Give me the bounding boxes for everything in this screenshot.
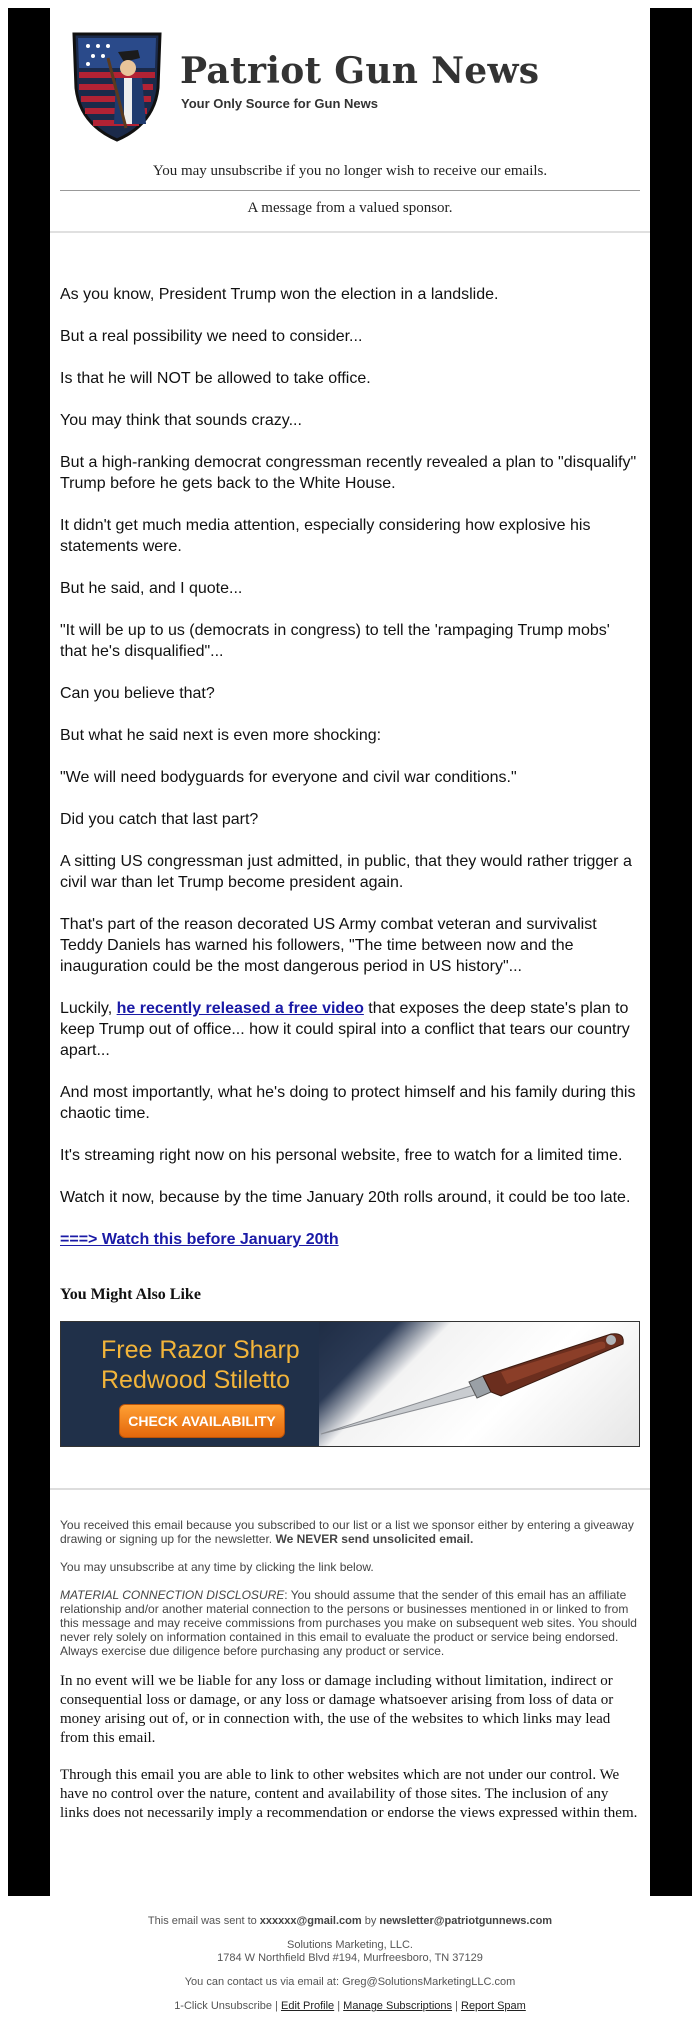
link-separator: | bbox=[452, 2000, 461, 2012]
stiletto-ad-banner[interactable] bbox=[60, 1321, 640, 1447]
link-separator: | bbox=[272, 2000, 281, 2012]
edit-profile-link[interactable]: Edit Profile bbox=[280, 2000, 335, 2012]
text-span: Luckily, bbox=[60, 1000, 117, 1017]
no-unsolicited-notice: We NEVER send unsolicited email. bbox=[275, 1532, 474, 1546]
unsubscribe-notice: You may unsubscribe if you no longer wish to receive our emails. bbox=[152, 163, 548, 179]
body-paragraph: As you know, President Trump won the election in a landslide. bbox=[60, 286, 499, 303]
report-spam-link[interactable]: Report Spam bbox=[461, 2000, 526, 2012]
body-paragraph: Can you believe that? bbox=[60, 685, 215, 702]
body-paragraph: That's part of the reason decorated US Army combat veteran and survivalist Teddy Daniels has warned his followers, "The time between now and the inauguration could be the most dangerous period in US history"... bbox=[60, 916, 597, 975]
body-paragraph: But what he said next is even more shocking: bbox=[60, 727, 382, 744]
body-paragraph: A sitting US congressman just admitted, in public, that they would rather trigger a civil war than let Trump become president again. bbox=[60, 853, 632, 891]
one-click-unsubscribe[interactable]: 1-Click Unsubscribe bbox=[174, 2000, 272, 2012]
company-name: Solutions Marketing, LLC. bbox=[287, 1939, 413, 1951]
cta-paragraph bbox=[60, 1229, 640, 1250]
body-paragraph: It didn't get much media attention, especially considering how explosive his statements were. bbox=[60, 517, 591, 555]
disclosure-label: MATERIAL CONNECTION DISCLOSURE bbox=[60, 1588, 285, 1602]
body-paragraph-luckily bbox=[60, 998, 640, 1061]
body-paragraph: "We will need bodyguards for everyone and civil war conditions." bbox=[60, 769, 517, 786]
body-paragraph: And most importantly, what he's doing to protect himself and his family during this chaotic time. bbox=[60, 1084, 636, 1122]
free-video-link[interactable]: he recently released a free video bbox=[116, 1000, 364, 1017]
divider bbox=[50, 1488, 650, 1490]
patriot-shield-logo-icon bbox=[68, 28, 166, 144]
body-paragraph: But he said, and I quote... bbox=[60, 580, 243, 597]
brand-title: Patriot Gun News bbox=[180, 50, 540, 92]
material-disclosure bbox=[60, 1588, 640, 1658]
watch-video-cta-link[interactable]: ===> Watch this before January 20th bbox=[60, 1231, 339, 1248]
divider bbox=[50, 231, 650, 233]
company-address: 1784 W Northfield Blvd #194, Murfreesboro, TN 37129 bbox=[217, 1952, 483, 1964]
sponsor-notice: A message from a valued sponsor. bbox=[247, 200, 453, 216]
email-footer bbox=[0, 1915, 700, 2013]
body-paragraph: You may think that sounds crazy... bbox=[60, 412, 302, 429]
text-span: : You should assume that the sender of this email has an affiliate relationship and/or another material connection to the persons or businesses mentioned in or linked to from this message and may receive commissions from purchases you make on subsequent web sites. You should never rely solely on information contained in this email to evaluate the product or service being endorsed. Always exercise due diligence before purchasing any product or service. bbox=[60, 1588, 637, 1658]
email-content bbox=[50, 8, 650, 1896]
body-paragraph: Is that he will NOT be allowed to take office. bbox=[60, 370, 371, 387]
disclaimer-section bbox=[60, 1518, 640, 1841]
disclaimer-subscription bbox=[60, 1518, 640, 1546]
recipient-email: xxxxxx@gmail.com bbox=[259, 1915, 362, 1927]
body-paragraph: "It will be up to us (democrats in congress) to tell the 'rampaging Trump mobs' that he's disqualified"... bbox=[60, 622, 610, 660]
text-span: by bbox=[361, 1915, 380, 1927]
text-span: that exposes the deep state's plan to keep Trump out of office... how it could spiral into a conflict that tears our country apart... bbox=[60, 1000, 630, 1059]
email-body bbox=[60, 284, 640, 1271]
email-header bbox=[50, 8, 650, 148]
text-span: This email was sent to bbox=[147, 1915, 260, 1927]
ad-headline-line2: Redwood Stiletto bbox=[101, 1366, 291, 1394]
body-paragraph: Watch it now, because by the time January 20th rolls around, it could be too late. bbox=[60, 1189, 631, 1206]
body-paragraph: But a real possibility we need to consider... bbox=[60, 328, 363, 345]
manage-subscriptions-link[interactable]: Manage Subscriptions bbox=[343, 2000, 453, 2012]
divider bbox=[60, 190, 640, 191]
external-links-disclaimer: Through this email you are able to link to other websites which are not under our control. We have no control over the nature, content and availability of those sites. The inclusion of any links does not necessarily imply a recommendation or endorse the views expressed within them. bbox=[60, 1767, 638, 1821]
body-paragraph: It's streaming right now on his personal website, free to watch for a limited time. bbox=[60, 1147, 623, 1164]
check-availability-button[interactable]: CHECK AVAILABILITY bbox=[119, 1404, 285, 1438]
footer-links bbox=[0, 2000, 700, 2013]
body-paragraph: But a high-ranking democrat congressman recently revealed a plan to "disqualify" Trump before he gets back to the White House. bbox=[60, 454, 637, 492]
disclaimer-unsubscribe: You may unsubscribe at any time by clicking the link below. bbox=[60, 1560, 374, 1574]
sender-email: newsletter@patriotgunnews.com bbox=[379, 1915, 553, 1927]
brand-subtitle: Your Only Source for Gun News bbox=[181, 96, 378, 111]
you-might-also-like-heading: You Might Also Like bbox=[60, 1286, 201, 1303]
contact-line: You can contact us via email at: Greg@SolutionsMarketingLLC.com bbox=[184, 1976, 516, 1988]
text-span: You received this email because you subscribed to our list or a list we sponsor either by entering a giveaway drawing or signing up for the newsletter. bbox=[60, 1518, 634, 1546]
link-separator: | bbox=[334, 2000, 344, 2012]
sent-to-line bbox=[0, 1915, 700, 1928]
liability-disclaimer: In no event will we be liable for any loss or damage including without limitation, indirect or consequential loss or damage, or any loss or damage whatsoever arising from loss of data or money arising out of, or in connection with, the use of the websites to which links may lead from this email. bbox=[60, 1673, 614, 1746]
ad-headline-line1: Free Razor Sharp bbox=[101, 1336, 300, 1364]
body-paragraph: Did you catch that last part? bbox=[60, 811, 259, 828]
stiletto-knife-icon bbox=[311, 1322, 639, 1446]
